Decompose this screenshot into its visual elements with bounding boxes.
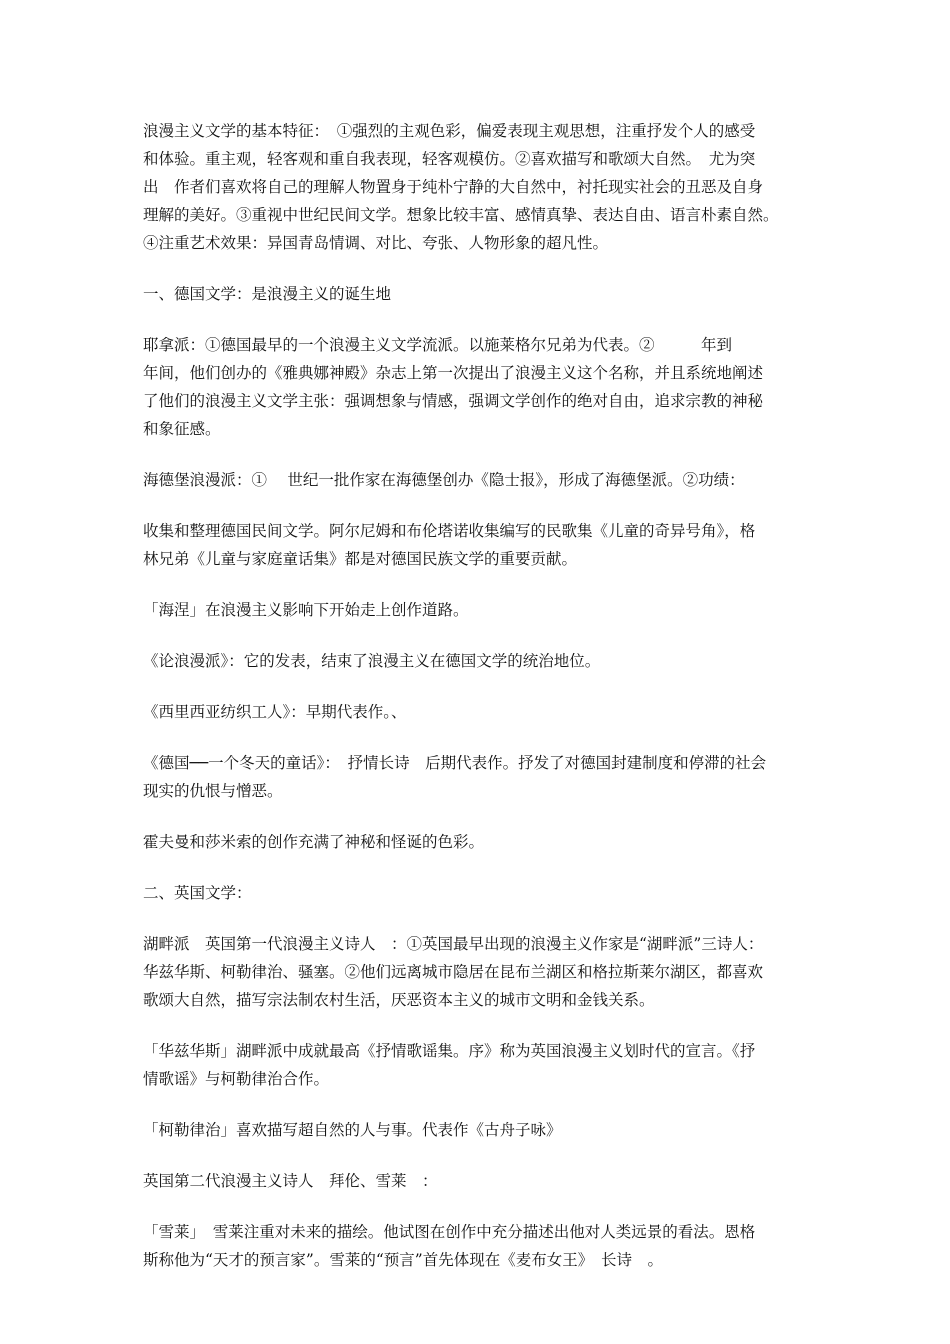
text-line: 斯称他为“天才的预言家”。雪莱的“预言”首先体现在《麦布女王》 长诗 。 [143,1251,663,1269]
paragraph-romantic-school-essay [143,647,811,675]
paragraph-heine [143,596,811,624]
paragraph-hoffmann-chamisso [143,828,811,856]
paragraph-jena-school [143,331,811,443]
text-line: 情歌谣》与柯勒律治合作。 [143,1070,330,1088]
paragraph-shelley [143,1218,811,1274]
text-line: 和体验。重主观，轻客观和重自我表现，轻客观模仿。②喜欢描写和歌颂大自然。 尤为突 [143,150,756,168]
text-line: 海德堡浪漫派：① 世纪一批作家在海德堡创办《隐士报》，形成了海德堡派。②功绩： [143,471,745,489]
text-line: 了他们的浪漫主义文学主张：强调想象与情感，强调文学创作的绝对自由，追求宗教的神秘 [143,392,764,410]
paragraph-lake-poets [143,930,811,1014]
text-line: 湖畔派 英国第一代浪漫主义诗人 ：①英国最早出现的浪漫主义作家是“湖畔派”三诗人： [143,935,764,953]
text-line: 《西里西亚纺织工人》：早期代表作。、 [143,703,407,721]
text-line: 现实的仇恨与憎恶。 [143,782,283,800]
text-line: 年间，他们创办的《雅典娜神殿》杂志上第一次提出了浪漫主义这个名称，并且系统地阐述 [143,364,764,382]
paragraph-second-generation [143,1167,811,1195]
text-line: 耶拿派：①德国最早的一个浪漫主义文学流派。以施莱格尔兄弟为代表。② 年到 [143,336,733,354]
text-line: 一、德国文学：是浪漫主义的诞生地 [143,285,392,303]
text-line: 霍夫曼和莎米索的创作充满了神秘和怪诞的色彩。 [143,833,485,851]
text-line: 林兄弟《儿童与家庭童话集》都是对德国民族文学的重要贡献。 [143,550,578,568]
text-line: 和象征感。 [143,420,221,438]
text-line: 收集和整理德国民间文学。阿尔尼姆和布伦塔诺收集编写的民歌集《儿童的奇异号角》，格 [143,522,756,540]
text-line: 「柯勒律治」喜欢描写超自然的人与事。代表作《古舟子咏》 [143,1121,562,1139]
text-line: 「海涅」在浪漫主义影响下开始走上创作道路。 [143,601,469,619]
text-line: 歌颂大自然，描写宗法制农村生活，厌恶资本主义的城市文明和金钱关系。 [143,991,655,1009]
document-page [143,117,811,1297]
text-line: 出 作者们喜欢将自己的理解人物置身于纯朴宁静的大自然中，衬托现实社会的丑恶及自身 [143,178,764,196]
text-line: 「雪莱」 雪莱注重对未来的描绘。他试图在创作中充分描述出他对人类远景的看法。恩格 [143,1223,756,1241]
paragraph-romanticism-features [143,117,811,257]
text-line: 《论浪漫派》：它的发表，结束了浪漫主义在德国文学的统治地位。 [143,652,601,670]
text-line: 华兹华斯、柯勒律治、骚塞。②他们远离城市隐居在昆布兰湖区和格拉斯莱尔湖区，都喜欢 [143,963,764,981]
heading-german-literature [143,280,811,308]
text-line: 英国第二代浪漫主义诗人 拜伦、雪莱 ： [143,1172,438,1190]
text-line: ④注重艺术效果：异国青岛情调、对比、夸张、人物形象的超凡性。 [143,234,609,252]
text-line: 浪漫主义文学的基本特征： ①强烈的主观色彩，偏爱表现主观思想，注重抒发个人的感受 [143,122,756,140]
heading-english-literature [143,879,811,907]
text-line: 理解的美好。③重视中世纪民间文学。想象比较丰富、感情真挚、表达自由、语言朴素自然。 [143,206,779,224]
paragraph-coleridge [143,1116,811,1144]
paragraph-folk-literature [143,517,811,573]
paragraph-heidelberg-school [143,466,811,494]
paragraph-silesian-weavers [143,698,811,726]
text-line: 《德国──一个冬天的童话》： 抒情长诗 后期代表作。抒发了对德国封建制度和停滞的社会 [143,754,767,772]
paragraph-germany-winter-tale [143,749,811,805]
paragraph-wordsworth [143,1037,811,1093]
text-line: 二、英国文学： [143,884,252,902]
text-line: 「华兹华斯」湖畔派中成就最高《抒情歌谣集。序》称为英国浪漫主义划时代的宣言。《抒 [143,1042,756,1060]
